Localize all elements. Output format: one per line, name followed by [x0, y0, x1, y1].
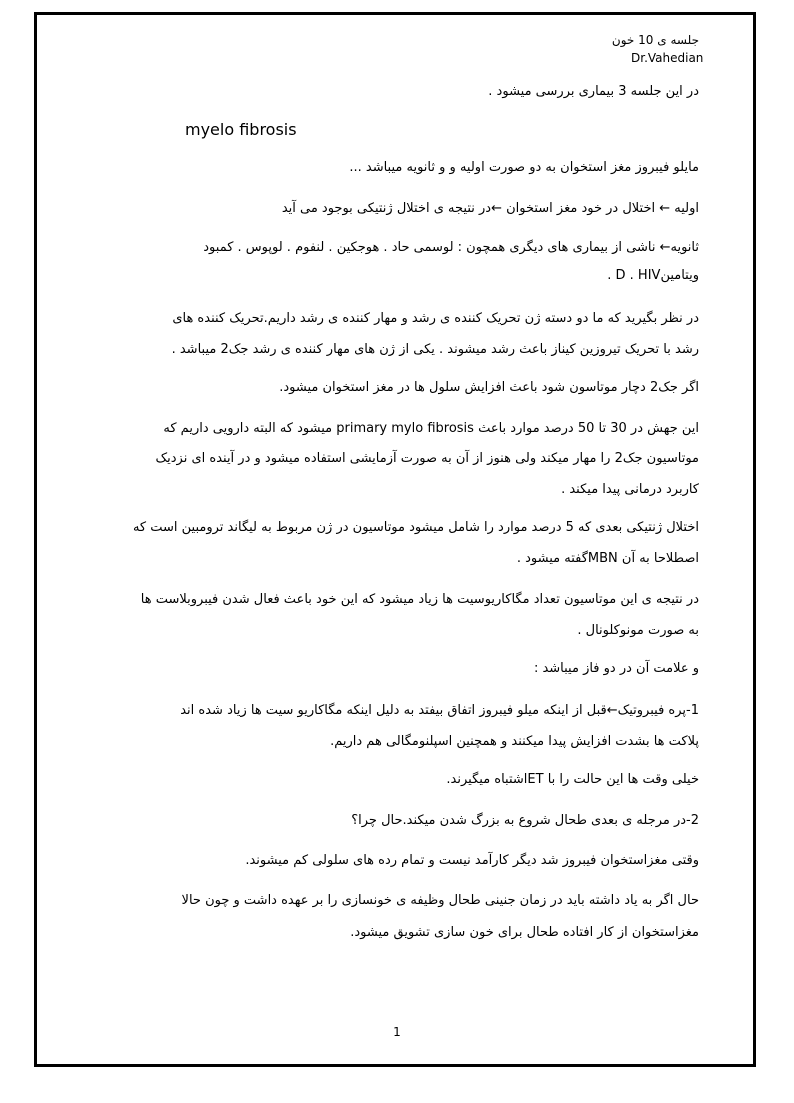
text-line: حال اگر به یاد داشته باید در زمان جنینی طحال وظیفه ی خونسازی را بر عهده داشت و چون حالا	[181, 893, 699, 908]
text-line: وقتی مغزاستخوان فیبروز شد دیگر کارآمد نیست و تمام رده های سلولی کم میشوند.	[245, 853, 699, 868]
text-line: مایلو فیبروز مغز استخوان به دو صورت اولیه و و ثانویه میباشد ...	[349, 160, 699, 175]
text-line: ثانویه← ناشی از بیماری های دیگری همچون : لوسمی حاد . هوجکین . لنفوم . لوپوس . کمبود	[203, 240, 699, 255]
text-line: 2-در مرجله ی بعدی طحال شروع به بزرگ شدن میکند.حال چرا؟	[351, 813, 699, 828]
doctor-name: Dr.Vahedian	[631, 51, 704, 65]
text-line: اصطلاحا به آن MBNگفته میشود .	[516, 551, 699, 566]
text-line: اولیه ← اختلال در خود مغز استخوان ←در نتیجه ی اختلال ژنتیکی بوجود می آید	[281, 201, 699, 216]
text-line: اگر جک2 دچار موتاسون شود باعث افزایش سلول ها در مغز استخوان میشود.	[279, 380, 699, 395]
text-line: و علامت آن در دو فاز میباشد :	[533, 661, 699, 676]
text-line: رشد با تحریک تیروزین کیناز باعث رشد میشوند . یکی از ژن های مهار کننده ی رشد جک2 میباشد .	[171, 342, 699, 357]
text-line: کاربرد درمانی پیدا میکند .	[561, 482, 699, 497]
text-line: در نظر بگیرید که ما دو دسته ژن تحریک کننده ی رشد و مهار کننده ی رشد داریم.تحریک کننده های	[172, 311, 699, 326]
section-title: myelo fibrosis	[185, 120, 297, 139]
text-line: در نتیجه ی این موتاسیون تعداد مگاکاریوسیت ها زیاد میشود که این خود باعث فعال شدن فیبروبلاست ها	[140, 592, 699, 607]
text-line: مغزاستخوان از کار افتاده طحال برای خون سازی تشویق میشود.	[350, 925, 699, 940]
text-line: به صورت مونوکلونال .	[577, 623, 699, 638]
intro-line: در این جلسه 3 بیماری بررسی میشود .	[488, 84, 699, 99]
text-line: موتاسیون جک2 را مهار میکند ولی هنوز از آن به صورت آزمایشی استفاده میشود و در آینده ای نزدیک	[155, 451, 699, 466]
session-label: جلسه ی 10 خون	[611, 33, 699, 47]
text-line: 1-پره فیبروتیک←قبل از اینکه میلو فیبروز اتفاق بیفتد به دلیل اینکه مگاکاریو سیت ها زیاد شده اند	[180, 703, 699, 718]
text-line: ویتامینD . HIV .	[607, 268, 699, 283]
text-line: پلاکت ها بشدت افزایش پیدا میکنند و همچنین اسپلنومگالی هم داریم.	[330, 734, 699, 749]
text-line: این جهش در 30 تا 50 درصد موارد باعث primary mylo fibrosis میشود که البته دارویی داریم که	[163, 421, 699, 436]
page-number: 1	[393, 1025, 401, 1039]
text-line: خیلی وقت ها این حالت را با ETاشتباه میگیرند.	[446, 772, 699, 787]
text-line: اختلال ژنتیکی بعدی که 5 درصد موارد را شامل میشود موتاسیون در ژن مربوط به لیگاند ترومبین است که	[132, 520, 699, 535]
